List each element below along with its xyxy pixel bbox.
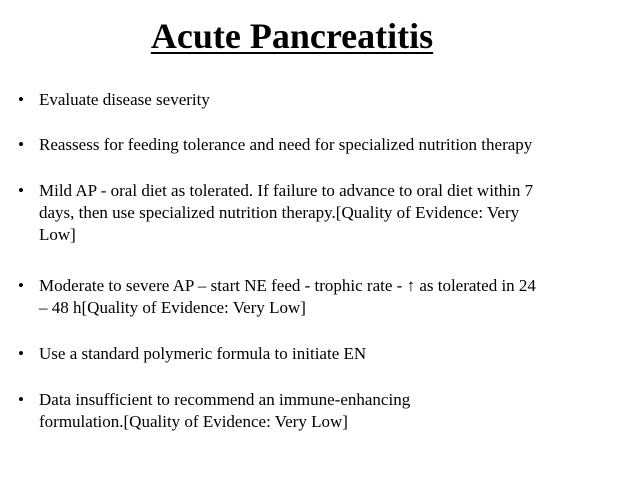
- bullet-text-line: Moderate to severe AP – start NE feed - trophic rate - ↑ as tolerated in 24: [39, 276, 536, 295]
- bullet-dot-icon: •: [18, 344, 24, 363]
- bullet-dot-icon: •: [18, 276, 24, 295]
- bullet-item: [18, 275, 618, 319]
- bullet-text-line: Low]: [39, 225, 76, 244]
- slide-title: Acute Pancreatitis: [150, 16, 434, 56]
- bullet-item: [18, 180, 618, 246]
- bullet-text-line: Evaluate disease severity: [39, 90, 210, 109]
- bullet-dot-icon: •: [18, 90, 24, 109]
- bullet-item: [18, 134, 618, 156]
- bullet-item: [18, 89, 618, 111]
- bullet-text-line: Mild AP - oral diet as tolerated. If failure to advance to oral diet within 7: [39, 181, 534, 200]
- bullet-text-line: formulation.[Quality of Evidence: Very Low]: [39, 412, 348, 431]
- bullet-text-line: – 48 h[Quality of Evidence: Very Low]: [39, 298, 306, 317]
- bullet-dot-icon: •: [18, 390, 24, 409]
- bullet-text-line: Reassess for feeding tolerance and need for specialized nutrition therapy: [39, 135, 533, 154]
- bullet-dot-icon: •: [18, 135, 24, 154]
- bullet-text-line: Use a standard polymeric formula to initiate EN: [39, 344, 367, 363]
- bullet-text-line: Data insufficient to recommend an immune-enhancing: [39, 390, 411, 409]
- bullet-dot-icon: •: [18, 181, 24, 200]
- bullet-item: [18, 389, 618, 433]
- bullet-item: [18, 343, 618, 365]
- bullet-text-line: days, then use specialized nutrition therapy.[Quality of Evidence: Very: [39, 203, 520, 222]
